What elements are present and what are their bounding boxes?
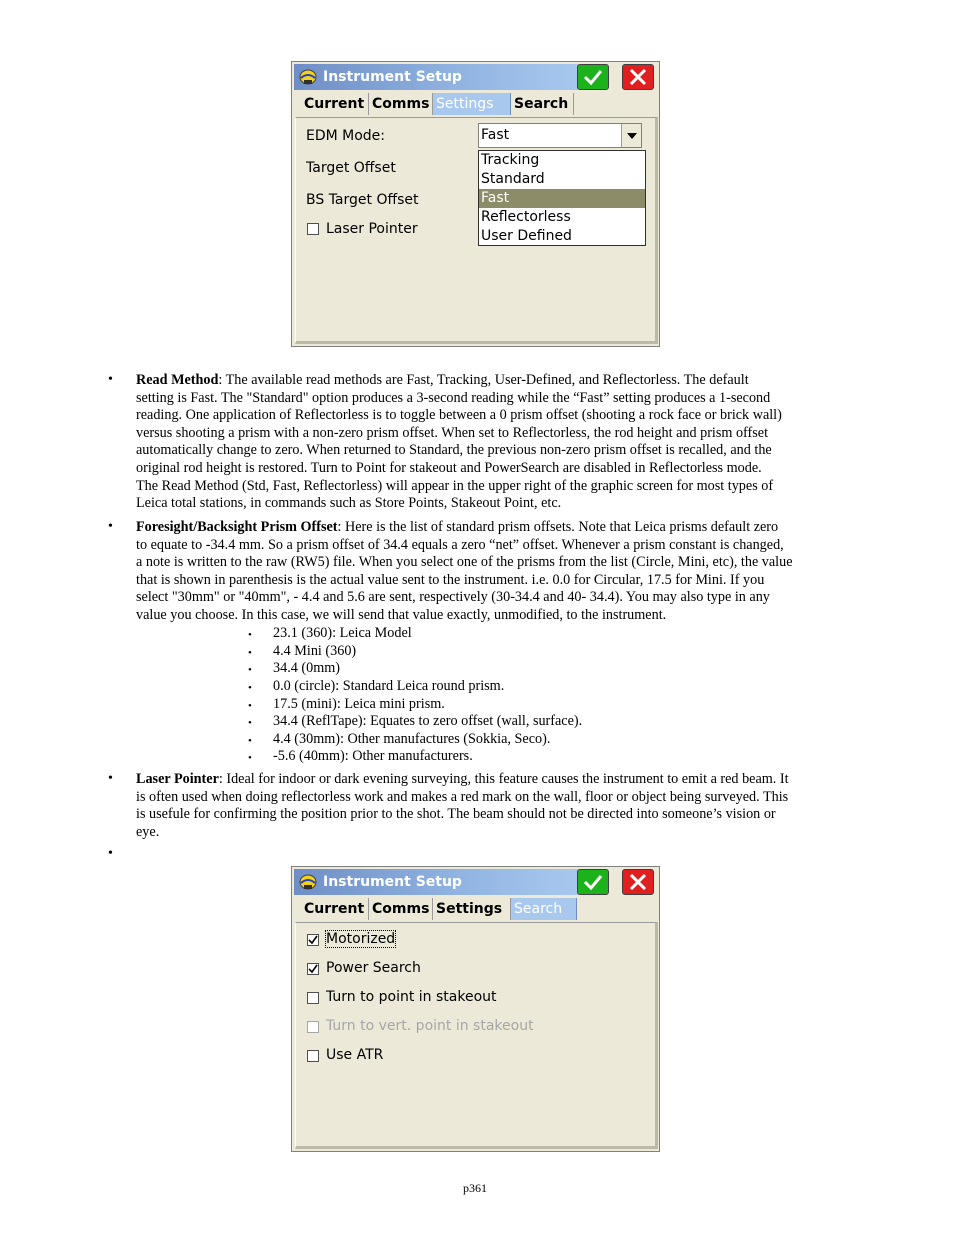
prism-list-item: 23.1 (360): Leica Model	[273, 625, 412, 641]
read-method-paragraph	[136, 372, 782, 513]
title-bar	[294, 869, 578, 895]
tab-current[interactable]: Current	[301, 898, 369, 920]
tab-search[interactable]: Search	[511, 898, 577, 920]
motorized-label: Motorized	[326, 931, 396, 947]
tab-search[interactable]: Search	[511, 93, 574, 115]
laser-pointer-heading: Laser Pointer	[136, 771, 219, 787]
bullet-marker: •	[108, 372, 113, 387]
turn-to-point-label: Turn to point in stakeout	[326, 989, 497, 1005]
ok-button[interactable]	[577, 869, 609, 895]
prism-list-item: 0.0 (circle): Standard Leica round prism.	[273, 678, 505, 694]
paragraph-line: : Here is the list of standard prism offsets. Note that Leica prisms default zero	[337, 519, 779, 535]
tab-comms[interactable]: Comms	[369, 898, 433, 920]
paragraph-line: automatically change to zero. When returned to Standard, the previous non-zero prism offset is recalled, and the	[136, 442, 772, 459]
checkmark-icon	[583, 873, 603, 891]
dropdown-arrow[interactable]	[621, 124, 641, 147]
paragraph-line: to equate to -34.4 mm. So a prism offset of 34.4 equals a zero “net” offset. Whenever a prism constant is changed,	[136, 536, 784, 553]
paragraph-line: Leica total stations, in commands such as Store Points, Stakeout Point, etc.	[136, 495, 562, 512]
use-atr-checkbox[interactable]	[307, 1050, 319, 1062]
paragraph-line: : Ideal for indoor or dark evening surveying, this feature causes the instrument to emit a red beam. It	[218, 771, 789, 787]
sub-bullet-marker: •	[248, 664, 252, 676]
prism-offset-heading: Foresight/Backsight Prism Offset	[136, 519, 338, 535]
instrument-setup-search-dialog	[291, 866, 660, 1152]
dialog-title: Instrument Setup	[323, 69, 462, 85]
paragraph-line: original rod height is restored. Turn to Point for stakeout and PowerSearch are disabled in Reflectorless mode.	[136, 459, 762, 476]
dialog-title: Instrument Setup	[323, 874, 462, 890]
prism-list-item: 4.4 Mini (360)	[273, 643, 357, 659]
prism-list-item: -5.6 (40mm): Other manufacturers.	[273, 748, 473, 764]
turn-to-vert-point-checkbox	[307, 1021, 319, 1033]
option-standard[interactable]: Standard	[481, 171, 545, 187]
checkmark-icon	[308, 935, 318, 945]
paragraph-line: value you choose. In this case, we will send that value exactly, unmodified, to the instrument.	[136, 606, 667, 623]
checkmark-icon	[308, 964, 318, 974]
page-number: p361	[463, 1181, 487, 1195]
prism-offset-paragraph	[136, 519, 793, 625]
tab-comms[interactable]: Comms	[369, 93, 433, 115]
close-icon	[628, 68, 648, 86]
tab-current[interactable]: Current	[301, 93, 369, 115]
checkmark-icon	[583, 68, 603, 86]
close-icon	[628, 873, 648, 891]
paragraph-line: select "30mm" or "40mm", - 4.4 and 5.6 are sent, respectively (30-34.4 and 40- 34.4). You may also type in any	[136, 589, 770, 606]
edm-mode-dropdown-list	[478, 150, 646, 246]
close-button[interactable]	[622, 869, 654, 895]
title-bar	[294, 64, 578, 90]
app-icon	[298, 68, 318, 86]
sub-bullet-marker: •	[248, 647, 252, 659]
prism-list-item: 4.4 (30mm): Other manufactures (Sokkia, Seco).	[273, 731, 551, 747]
paragraph-line: setting is Fast. The "Standard" option produces a 3-second reading while the “Fast” setting produces a 1-second	[136, 389, 771, 406]
option-fast[interactable]: Fast	[479, 189, 645, 208]
paragraph-line: that is shown in parenthesis is the actual value sent to the instrument. i.e. 0.0 for Circular, 17.5 for Mini. If you	[136, 571, 765, 588]
paragraph-line: The Read Method (Std, Fast, Reflectorless) will appear in the upper right of the graphic screen for most types of	[136, 477, 774, 494]
paragraph-line: eye.	[136, 823, 160, 840]
instrument-setup-settings-dialog	[291, 61, 660, 347]
target-offset-label[interactable]: Target Offset	[306, 160, 396, 176]
prism-list-item: 34.4 (0mm)	[273, 660, 340, 676]
power-search-label: Power Search	[326, 960, 421, 976]
turn-to-vert-point-label: Turn to vert. point in stakeout	[326, 1018, 534, 1034]
turn-to-point-checkbox[interactable]	[307, 992, 319, 1004]
paragraph-line: : The available read methods are Fast, Tracking, User-Defined, and Reflectorless. The default	[218, 372, 749, 388]
app-icon	[298, 873, 318, 891]
bs-target-offset-label[interactable]: BS Target Offset	[306, 192, 419, 208]
option-user-defined[interactable]: User Defined	[481, 228, 572, 244]
power-search-checkbox[interactable]	[307, 963, 319, 975]
tab-settings[interactable]: Settings	[433, 93, 511, 115]
sub-bullet-marker: •	[248, 682, 252, 694]
paragraph-line: is often used when doing reflectorless work and makes a red mark on the wall, floor or object being surveyed. This	[136, 788, 789, 805]
motorized-checkbox[interactable]	[307, 934, 319, 946]
edm-mode-value: Fast	[481, 127, 510, 143]
sub-bullet-marker: •	[248, 700, 252, 712]
tab-settings[interactable]: Settings	[433, 898, 511, 920]
laser-pointer-label: Laser Pointer	[326, 221, 418, 237]
option-tracking[interactable]: Tracking	[481, 152, 540, 168]
edm-mode-label: EDM Mode:	[306, 128, 386, 144]
laser-pointer-paragraph	[136, 771, 789, 841]
use-atr-label: Use ATR	[326, 1047, 384, 1063]
chevron-down-icon	[627, 133, 637, 139]
laser-pointer-checkbox[interactable]	[307, 223, 319, 235]
sub-bullet-marker: •	[248, 752, 252, 764]
sub-bullet-marker: •	[248, 735, 252, 747]
paragraph-line: is usefule for confirming the position prior to the shot. The beam should not be directed into someone’s vision or	[136, 806, 776, 823]
close-button[interactable]	[622, 64, 654, 90]
sub-bullet-marker: •	[248, 629, 252, 641]
option-reflectorless[interactable]: Reflectorless	[481, 209, 571, 225]
read-method-heading: Read Method	[136, 372, 219, 388]
bullet-marker: •	[108, 771, 113, 786]
paragraph-line: reading. One application of Reflectorless is to toggle between a 0 prism offset (shooting a rock face or brick wall)	[136, 407, 782, 424]
prism-list-item: 17.5 (mini): Leica mini prism.	[273, 696, 445, 712]
prism-list-item: 34.4 (ReflTape): Equates to zero offset (wall, surface).	[273, 713, 583, 729]
ok-button[interactable]	[577, 64, 609, 90]
paragraph-line: a note is written to the raw (RW5) file. When you select one of the prisms from the list (Circle, Mini, etc), the value	[136, 554, 793, 571]
bullet-marker: •	[108, 846, 113, 861]
bullet-marker: •	[108, 519, 113, 534]
search-panel	[295, 922, 658, 1149]
paragraph-line: versus shooting a prism with a non-zero prism offset. When set to Reflectorless, the rod height and prism offset	[136, 424, 769, 441]
edm-mode-select[interactable]	[478, 123, 642, 148]
sub-bullet-marker: •	[248, 717, 252, 729]
